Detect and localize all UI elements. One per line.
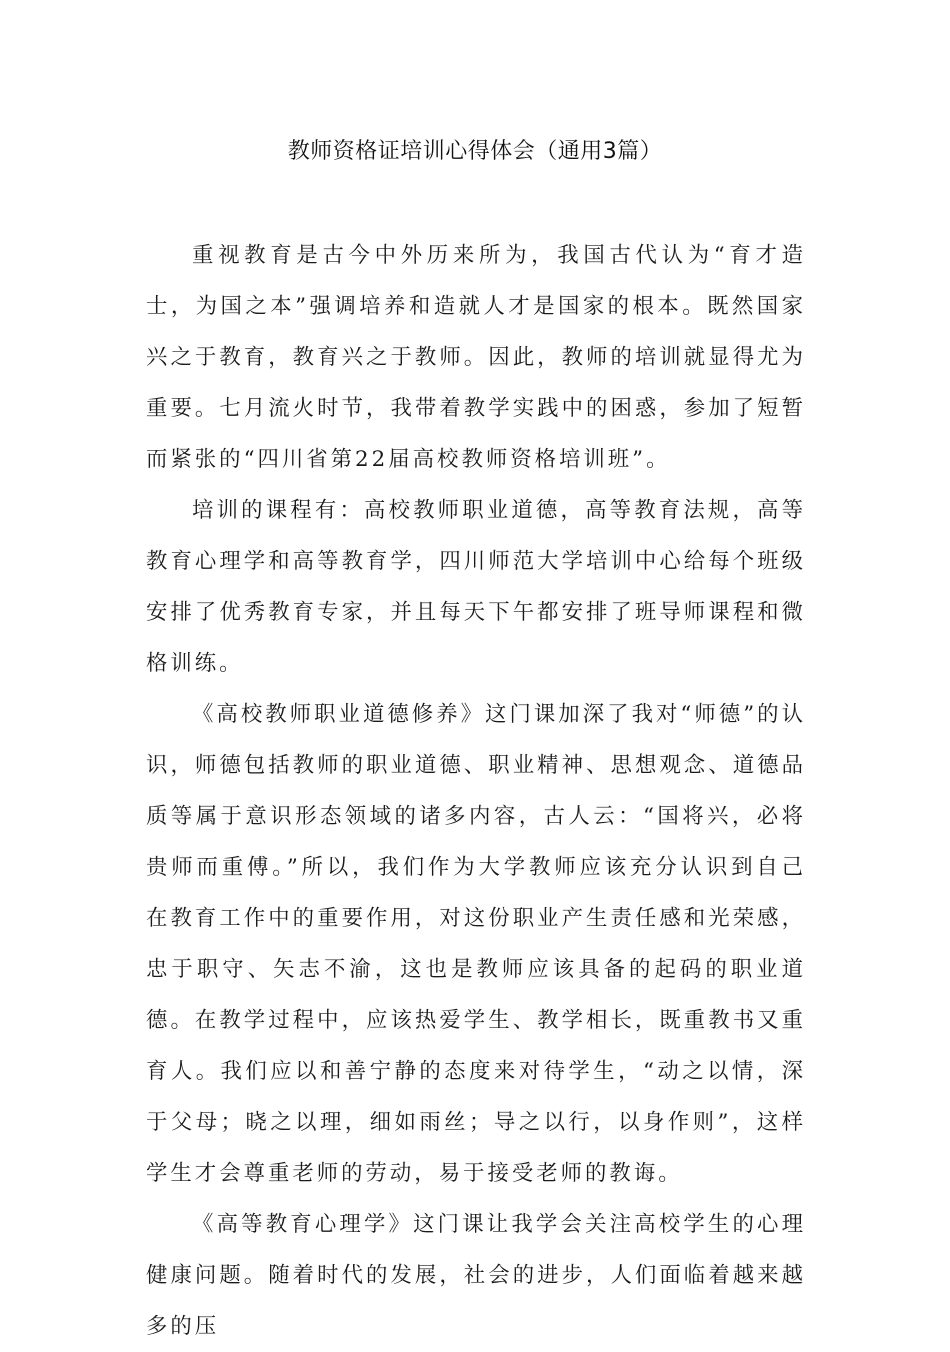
paragraph-1: 重视教育是古今中外历来所为，我国古代认为“育才造士，为国之本”强调培养和造就人才是国家的根本。既然国家兴之于教育，教育兴之于教师。因此，教师的培训就显得尤为重要。七月流火时节，我带着教学实践中的困惑，参加了短暂而紧张的“四川省第22届高校教师资格培训班”。 bbox=[146, 243, 806, 472]
paragraph-2: 培训的课程有：高校教师职业道德，高等教育法规，高等教育心理学和高等教育学，四川师范大学培训中心给每个班级安排了优秀教育专家，并且每天下午都安排了班导师课程和微格训练。 bbox=[146, 498, 806, 676]
document-title: 教师资格证培训心得体会（通用3篇） bbox=[287, 139, 663, 164]
document-body bbox=[146, 230, 806, 1352]
paragraph-3: 《高校教师职业道德修养》这门课加深了我对“师德”的认识，师德包括教师的职业道德、职业精神、思想观念、道德品质等属于意识形态领域的诸多内容，古人云：“国将兴，必将贵师而重傅。”所以，我们作为大学教师应该充分认识到自己在教育工作中的重要作用，对这份职业产生责任感和光荣感，忠于职守、矢志不渝，这也是教师应该具备的起码的职业道德。在教学过程中，应该热爱学生、教学相长，既重教书又重育人。我们应以和善宁静的态度来对待学生，“动之以情，深于父母；晓之以理，细如雨丝；导之以行，以身作则”，这样学生才会尊重老师的劳动，易于接受老师的教诲。 bbox=[146, 702, 806, 1186]
paragraph-4: 《高等教育心理学》这门课让我学会关注高校学生的心理健康问题。随着时代的发展，社会的进步，人们面临着越来越多的压 bbox=[146, 1212, 806, 1339]
